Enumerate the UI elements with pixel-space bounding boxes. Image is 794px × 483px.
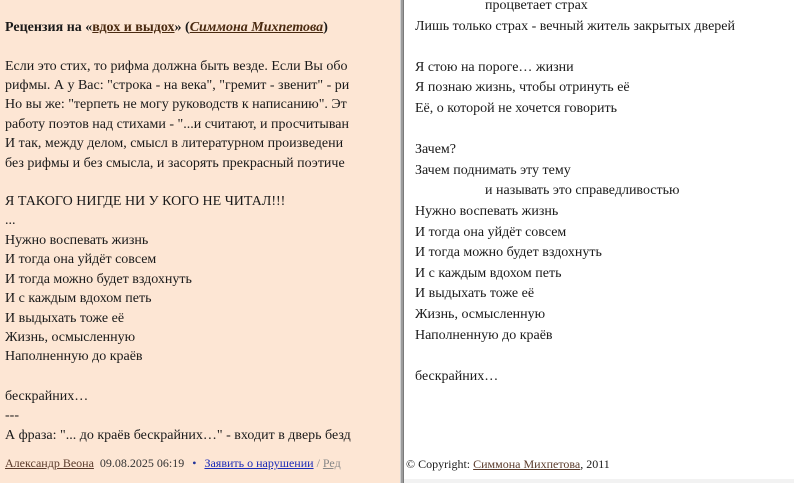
review-line: работу поэтов над стихами - "...и считают, и просчитыван — [5, 117, 349, 132]
review-line: Жизнь, осмысленную — [5, 330, 136, 345]
author-link[interactable]: Симмона Михпетова — [189, 20, 324, 35]
review-line: И так, между делом, смысл в литературном произведени — [5, 136, 344, 151]
poem-pane — [404, 0, 794, 483]
review-line: рифмы. А у Вас: "строка - на века", "гремит - звенит" - ри — [5, 78, 350, 93]
copyright-notice — [406, 457, 610, 472]
poem-line: И с каждым вдохом петь — [415, 266, 562, 281]
poem-line: И тогда она уйдёт совсем — [415, 225, 567, 240]
review-line: Нужно воспевать жизнь — [5, 233, 149, 248]
review-line: Я ТАКОГО НИГДЕ НИ У КОГО НЕ ЧИТАЛ!!! — [5, 194, 286, 209]
report-violation-link[interactable]: Заявить о нарушении — [204, 456, 314, 470]
poem-line: И тогда можно будет вздохнуть — [415, 245, 602, 260]
review-footer — [5, 456, 341, 471]
poem-line: Я стою на пороге… жизни — [415, 60, 574, 75]
review-line: --- — [5, 408, 19, 423]
footer-bullet: • — [192, 456, 197, 470]
review-date: 09.08.2025 06:19 — [99, 456, 185, 470]
poem-line: Жизнь, осмысленную — [415, 307, 546, 322]
poem-line: Лишь только страх - вечный житель закрытых дверей — [415, 19, 735, 34]
poem-line: Я познаю жизнь, чтобы отринуть её — [415, 80, 630, 95]
review-line: И тогда можно будет вздохнуть — [5, 272, 192, 287]
review-line: Если это стих, то рифма должна быть везде. Если Вы обо — [5, 59, 348, 74]
poem-line: Зачем поднимать эту тему — [415, 163, 571, 178]
poem-line: Наполненную до краёв — [415, 328, 553, 343]
review-line: Но вы же: "терпеть не могу руководств к написанию". Эт — [5, 97, 347, 112]
copyright-year: , 2011 — [580, 457, 610, 471]
copyright-prefix: © Copyright: — [406, 457, 474, 471]
poem-line: И выдыхать тоже её — [415, 286, 535, 301]
review-line: Наполненную до краёв — [5, 349, 143, 364]
review-title-prefix: Рецензия на « — [5, 20, 93, 35]
poem-line: бескрайних… — [415, 369, 499, 384]
poem-line: Нужно воспевать жизнь — [415, 204, 559, 219]
bottom-border — [404, 479, 794, 483]
poem-line: и называть это справедливостью — [485, 183, 680, 198]
review-line: без рифмы и без смысла, и засорять прекрасный поэтиче — [5, 156, 345, 171]
review-line: И выдыхать тоже её — [5, 311, 125, 326]
poem-line: Зачем? — [415, 142, 456, 157]
review-line: бескрайних… — [5, 389, 89, 404]
edit-link[interactable]: Ред — [322, 456, 341, 470]
review-title — [5, 19, 328, 37]
copyright-author-link[interactable]: Симмона Михпетова — [473, 457, 581, 471]
poem-link[interactable]: вдох и выдох — [92, 20, 175, 35]
reviewer-link[interactable]: Александр Веона — [5, 456, 94, 470]
review-title-mid: » ( — [174, 20, 190, 35]
review-line: И тогда она уйдёт совсем — [5, 252, 157, 267]
review-line: А фраза: "... до краёв бескрайних…" - входит в дверь безд — [5, 428, 351, 443]
review-line: ... — [5, 213, 16, 228]
footer-separator: / — [316, 456, 320, 470]
poem-line: процветает страх — [485, 0, 588, 13]
review-line: И с каждым вдохом петь — [5, 291, 152, 306]
poem-line: Её, о которой не хочется говорить — [415, 101, 618, 116]
review-title-suffix: ) — [323, 20, 328, 35]
